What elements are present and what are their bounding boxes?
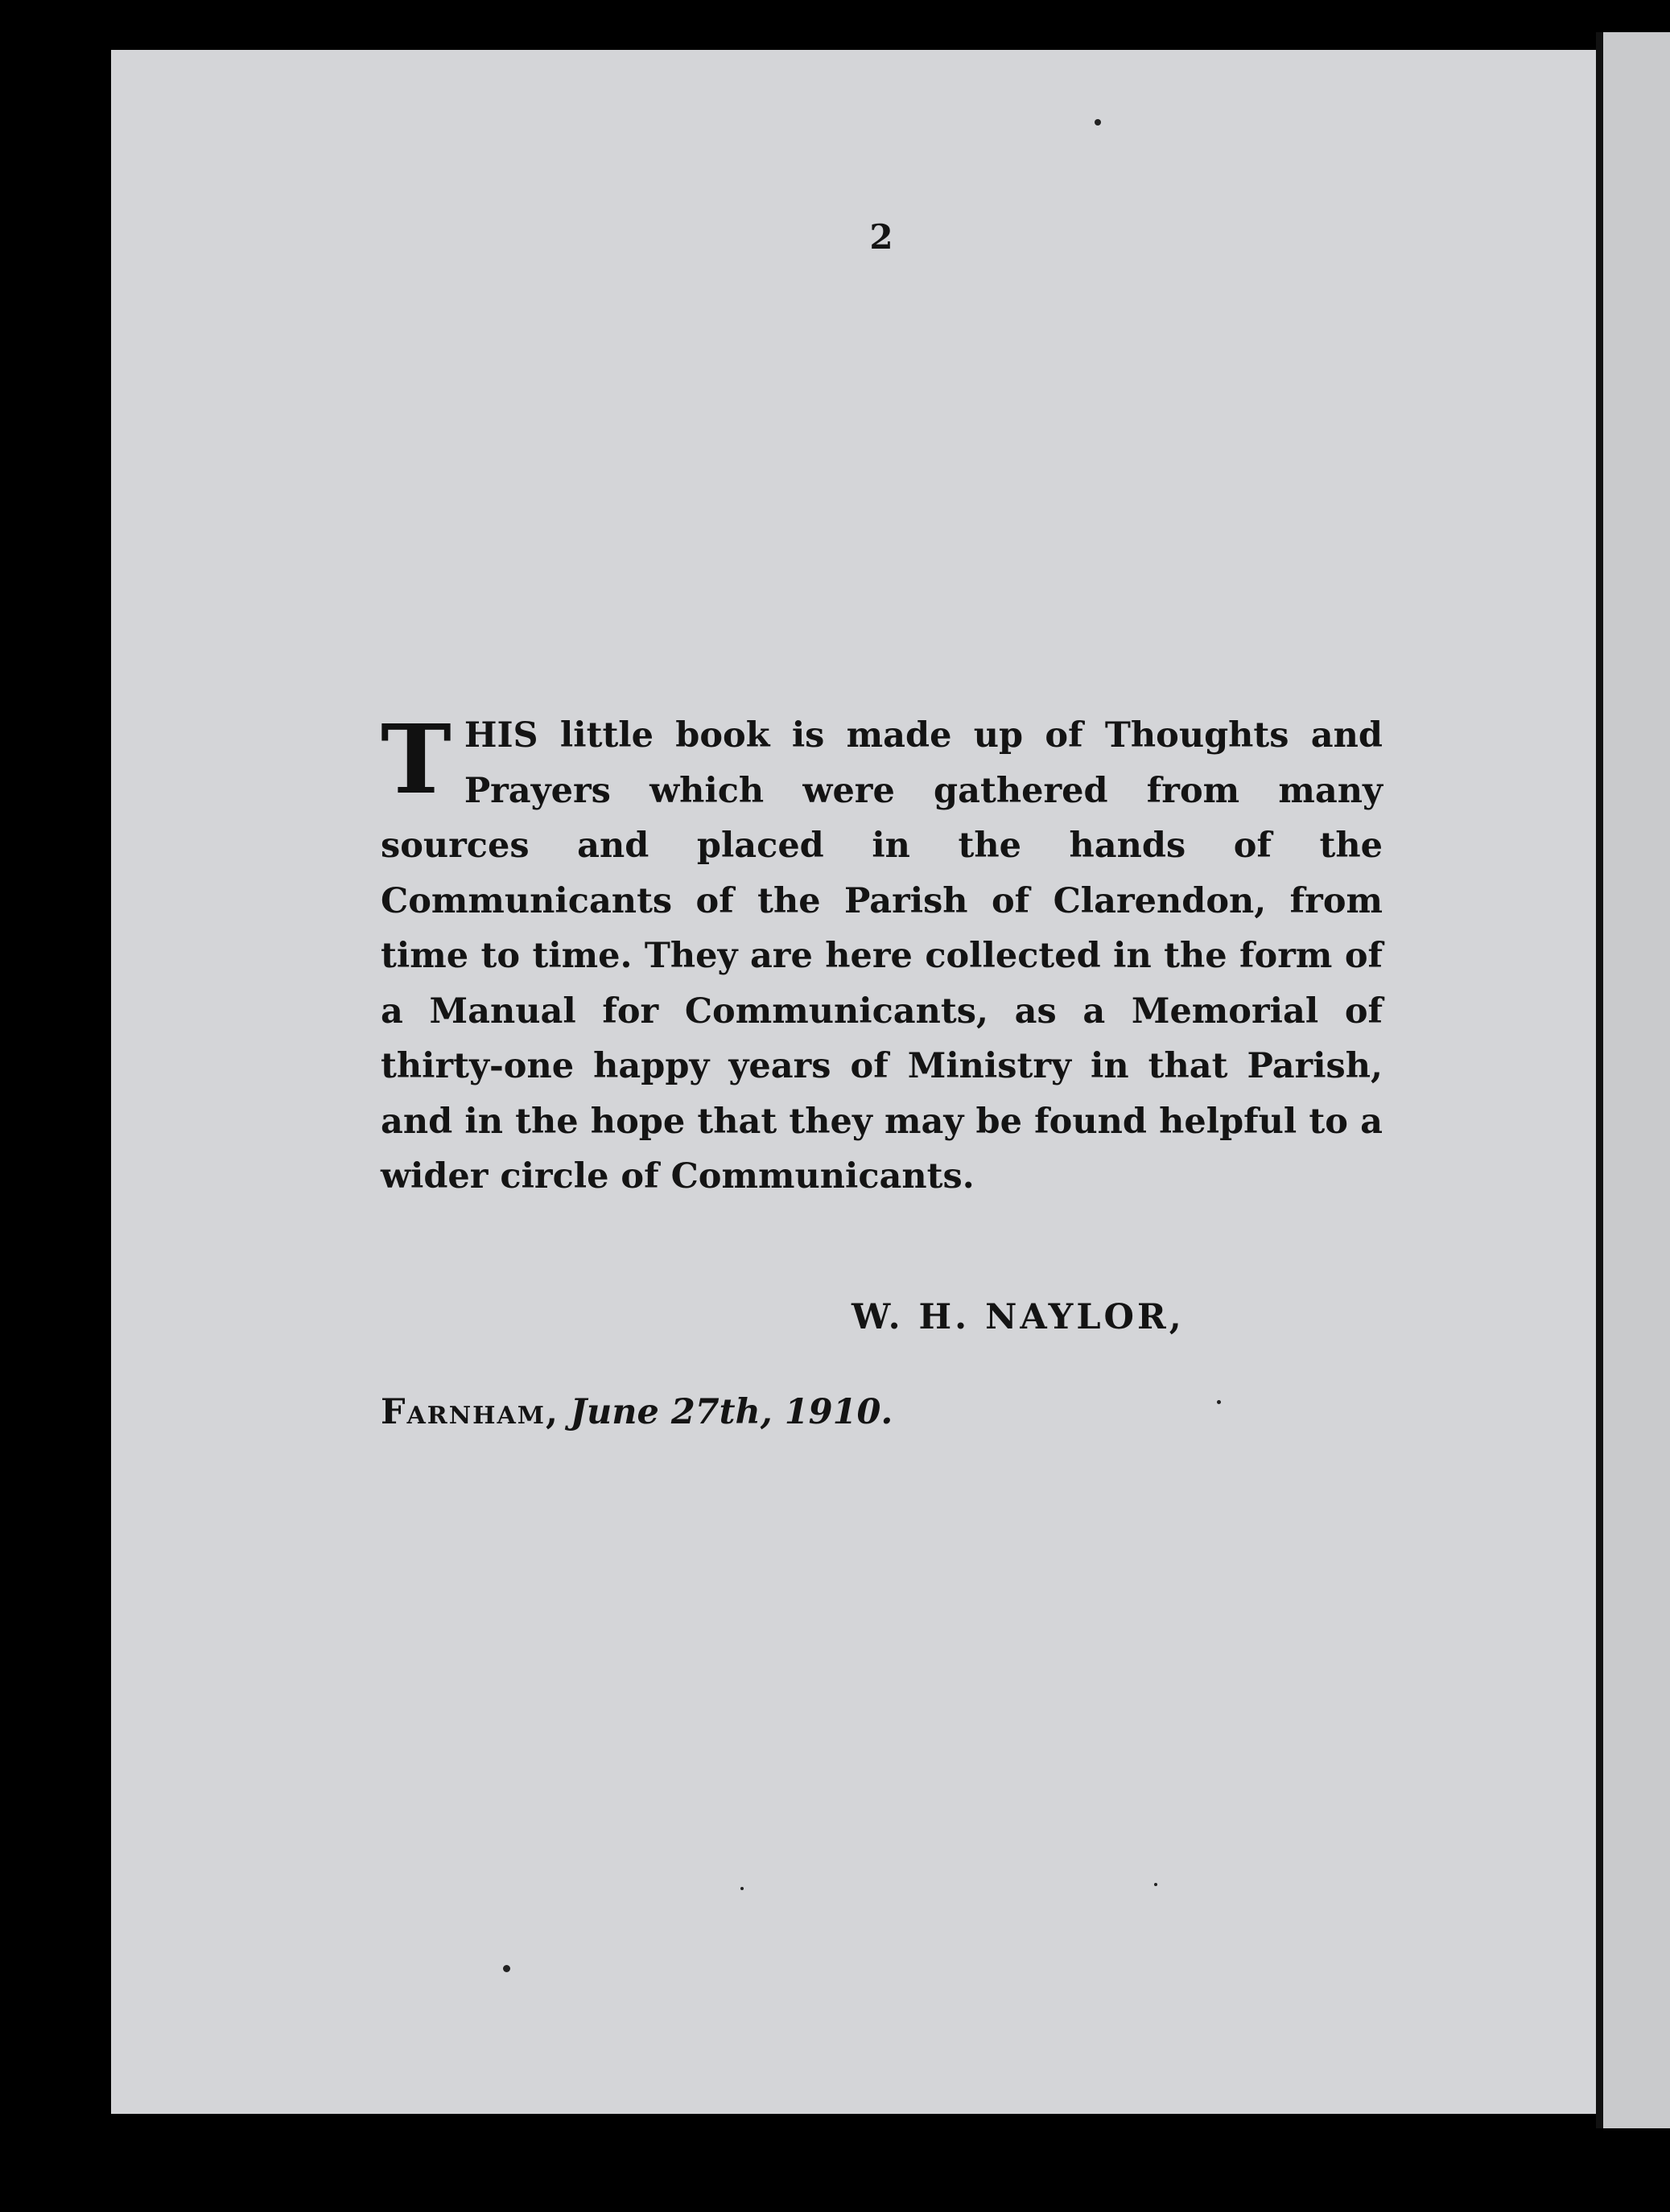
scan-speck: [1217, 1400, 1221, 1404]
dateline-place: Farnham,: [381, 1392, 559, 1432]
dateline-date: June 27th, 1910.: [570, 1392, 893, 1432]
dateline: [381, 1392, 893, 1432]
preface-paragraph: [381, 703, 1383, 1205]
preface-body: HIS little book is made up of Thoughts and Prayers which were gathered from many sources and placed in the hands of the Communicants of the Parish of Clarendon, from time to time. They are here collected in the form of a Manual for Communicants, as a Memorial of thirty-one happy years of Ministry in that Parish, and in the hope that they may be found helpful to a wider circle of Communicants.: [381, 715, 1383, 1197]
scan-speck: [1154, 1883, 1157, 1886]
facing-page-edge: [1603, 32, 1670, 2128]
author-signature: W. H. NAYLOR,: [851, 1297, 1185, 1337]
page-number: 2: [869, 217, 893, 257]
drop-cap: T: [381, 703, 452, 815]
scan-speck: [1095, 119, 1101, 126]
binding-gutter: [1596, 32, 1603, 2128]
scan-speck: [740, 1887, 744, 1890]
scan-speck: [503, 1965, 510, 1972]
